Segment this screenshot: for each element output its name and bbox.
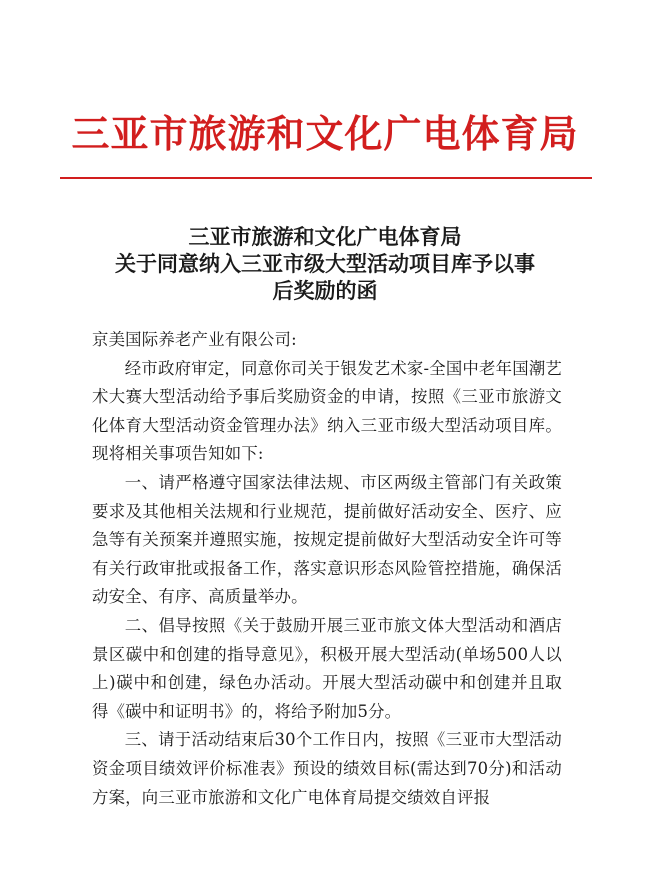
agency-header-title: 三亚市旅游和文化广电体育局	[71, 111, 579, 156]
document-title-line: 后奖励的函	[272, 278, 378, 303]
document-title	[40, 223, 610, 304]
document-title-line: 关于同意纳入三亚市级大型活动项目库予以事	[115, 251, 535, 276]
red-header-rule	[60, 177, 592, 179]
body-paragraph: 二、倡导按照《关于鼓励开展三亚市旅文体大型活动和酒店景区碳中和创建的指导意见》，积极开展大型活动(单场500人以上)碳中和创建，绿色办活动。开展大型活动碳中和创建并且取得《碳中和证明书》的，将给予附加5分。	[92, 615, 562, 721]
letter-body	[92, 326, 562, 812]
salutation: 京美国际养老产业有限公司:	[92, 330, 297, 349]
body-paragraph: 一、请严格遵守国家法律法规、市区两级主管部门有关政策要求及其他相关法规和行业规范，提前做好活动安全、医疗、应急等有关预案并遵照实施，按规定提前做好大型活动安全许可等有关行政审批或报备工作，落实意识形态风险管控措施，确保活动安全、有序、高质量举办。	[92, 472, 562, 607]
document-title-line: 三亚市旅游和文化广电体育局	[188, 224, 462, 249]
body-paragraph: 三、请于活动结束后30个工作日内，按照《三亚市大型活动资金项目绩效评价标准表》预设的绩效目标(需达到70分)和活动方案，向三亚市旅游和文化广电体育局提交绩效自评报	[92, 730, 562, 807]
body-paragraph: 经市政府审定，同意你司关于银发艺术家-全国中老年国潮艺术大赛大型活动给予事后奖励资金的申请，按照《三亚市旅游文化体育大型活动资金管理办法》纳入三亚市级大型活动项目库。现将相关事项告知如下:	[92, 358, 562, 464]
